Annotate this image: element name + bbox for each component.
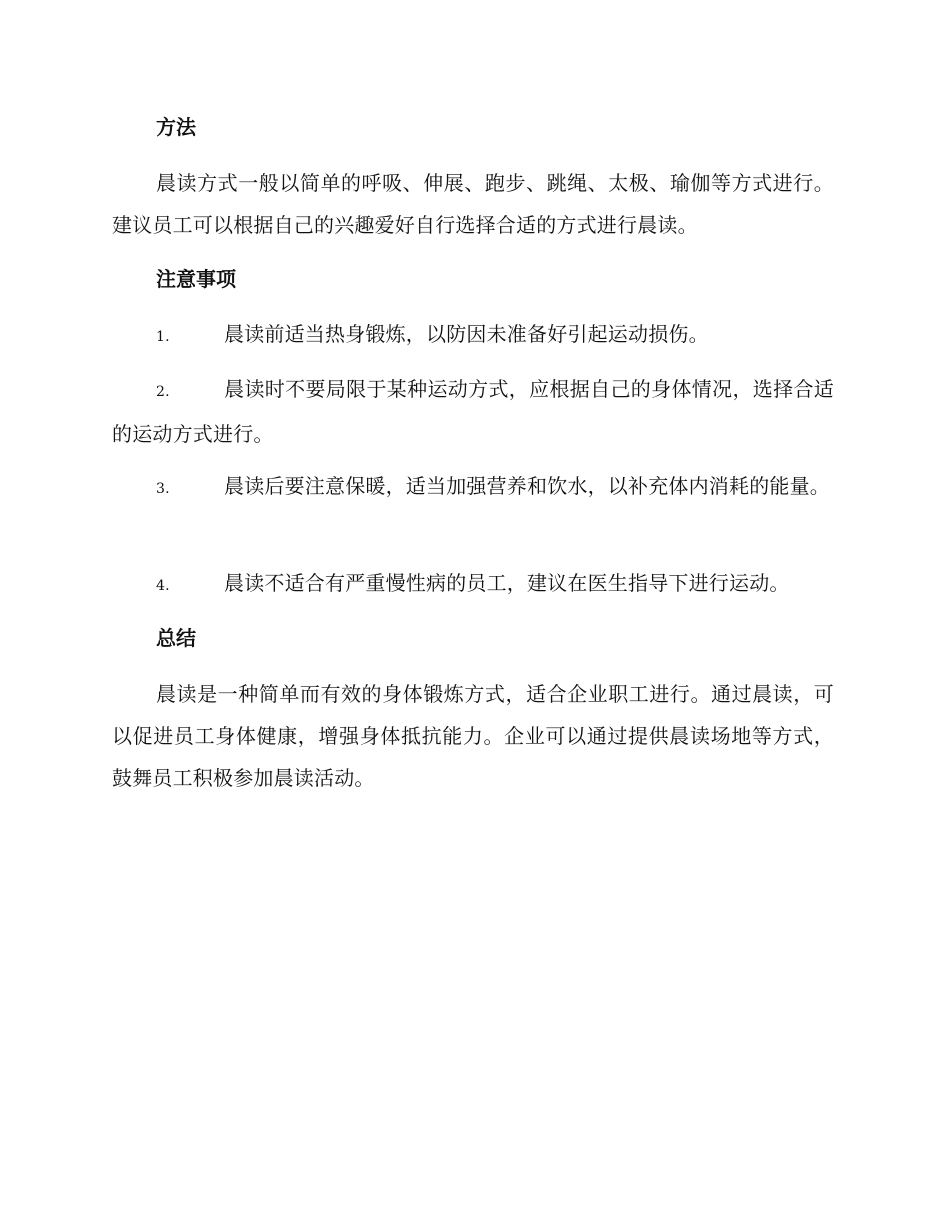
list-item-text: 晨读前适当热身锻炼，以防因未准备好引起运动损伤。 bbox=[224, 322, 709, 346]
section-heading-notes: 注意事项 bbox=[156, 267, 236, 291]
section-heading-summary: 总结 bbox=[156, 626, 196, 650]
list-item bbox=[112, 465, 834, 510]
list-item-text: 晨读时不要局限于某种运动方式，应根据自己的身体情况，选择合适的运动方式进行。 bbox=[112, 377, 834, 446]
list-item-text: 晨读不适合有严重慢性病的员工，建议在医生指导下进行运动。 bbox=[224, 571, 790, 595]
method-paragraph: 晨读方式一般以简单的呼吸、伸展、跑步、跳绳、太极、瑜伽等方式进行。建议员工可以根据自己的兴趣爱好自行选择合适的方式进行晨读。 bbox=[112, 171, 834, 237]
summary-paragraph: 晨读是一种简单而有效的身体锻炼方式，适合企业职工进行。通过晨读，可以促进员工身体健康，增强身体抵抗能力。企业可以通过提供晨读场地等方式，鼓舞员工积极参加晨读活动。 bbox=[112, 682, 834, 790]
list-item bbox=[112, 368, 834, 455]
list-item-number: 2. bbox=[156, 384, 170, 400]
list-item bbox=[112, 313, 834, 358]
list-item-text: 晨读后要注意保暖，适当加强营养和饮水，以补充体内消耗的能量。 bbox=[224, 474, 830, 498]
section-heading-method: 方法 bbox=[156, 115, 196, 139]
list-item-number: 4. bbox=[156, 578, 170, 594]
list-item bbox=[112, 562, 834, 607]
list-item-number: 3. bbox=[156, 481, 170, 497]
list-item-number: 1. bbox=[156, 329, 170, 345]
